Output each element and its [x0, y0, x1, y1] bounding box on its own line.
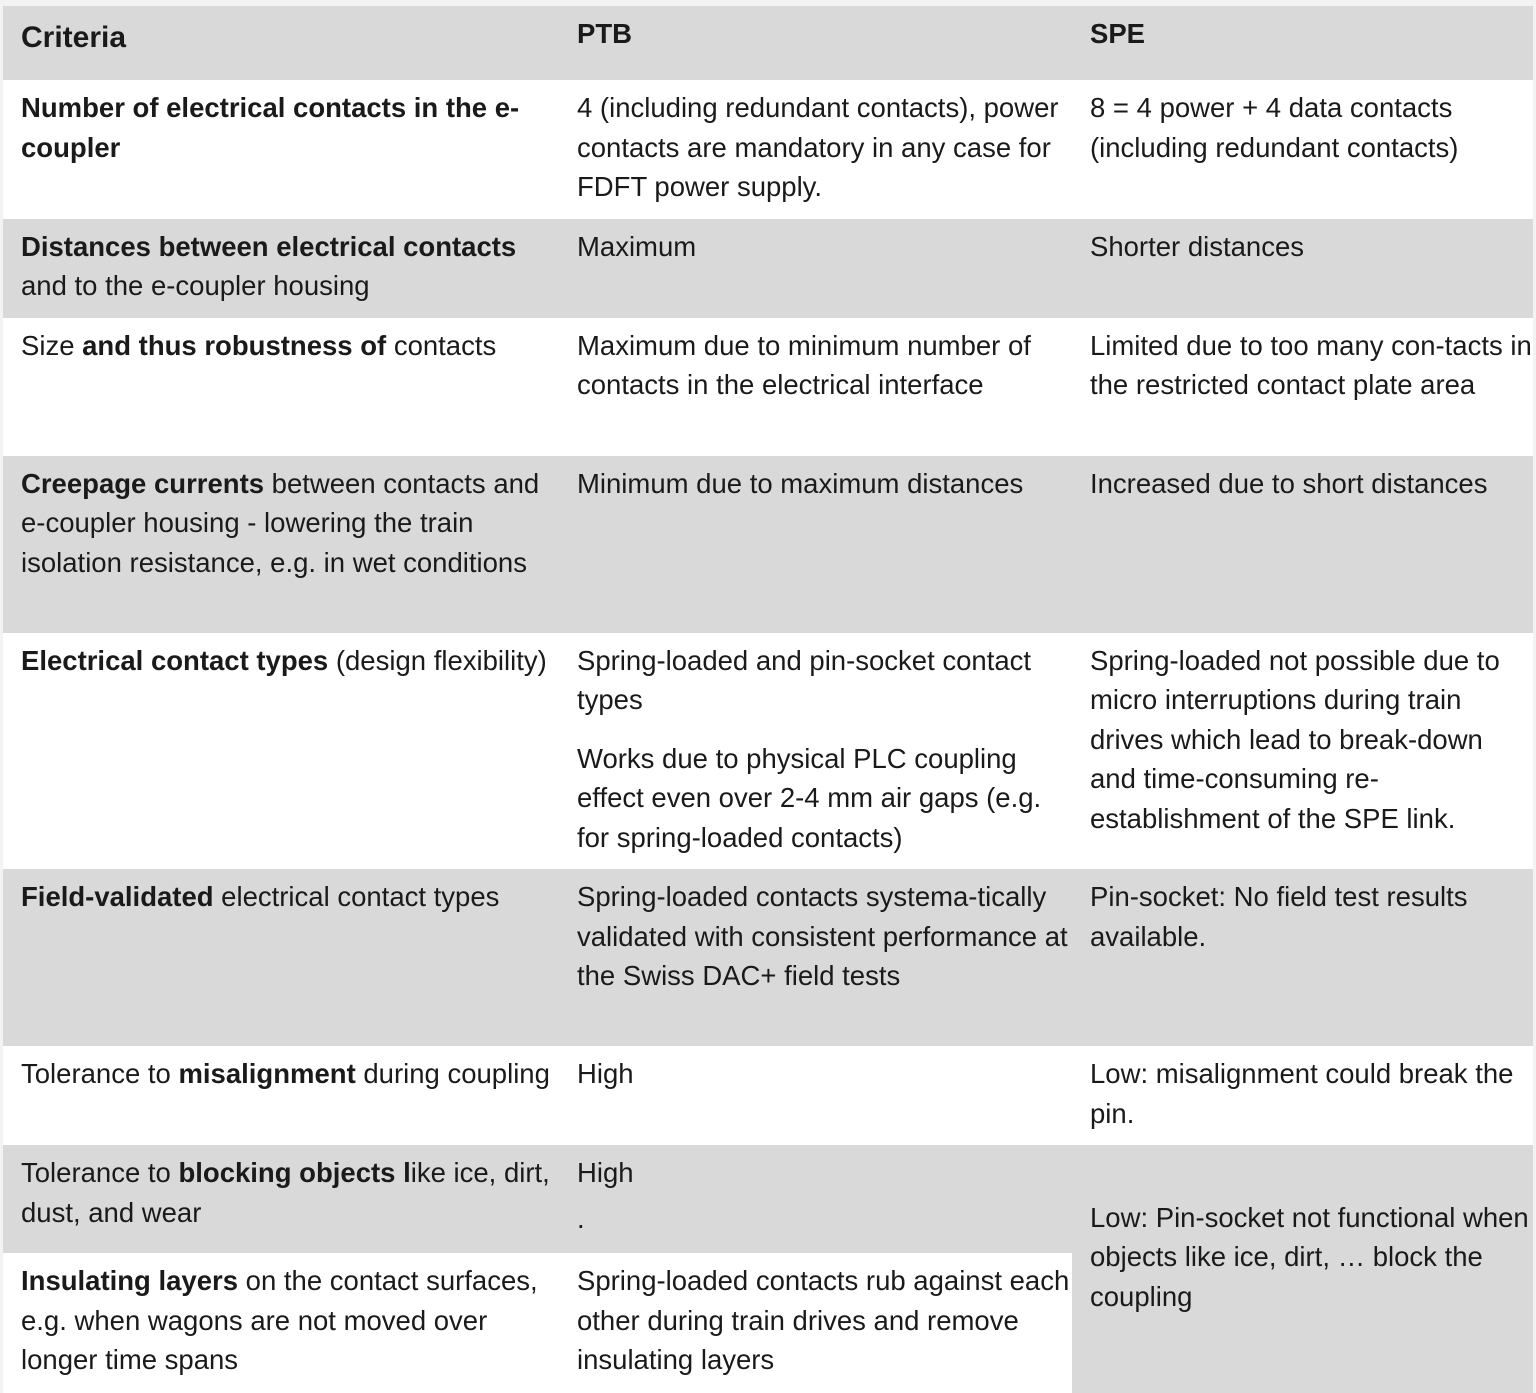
criteria-cell: Number of electrical contacts in the e-coupler [3, 80, 559, 219]
ptb-cell: Minimum due to maximum distances [559, 456, 1072, 633]
table-row [3, 633, 1533, 870]
ptb-cell: Spring-loaded contacts systema-tically validated with consistent performance at the Swiss DAC+ field tests [559, 869, 1072, 1046]
criteria-cell: Distances between electrical contacts and to the e-coupler housing [3, 219, 559, 318]
comparison-table-container [3, 6, 1533, 1393]
table-row [3, 869, 1533, 1046]
ptb-cell: 4 (including redundant contacts), power contacts are mandatory in any case for FDFT power supply. [559, 80, 1072, 219]
table-row [3, 1145, 1533, 1253]
table-row [3, 1046, 1533, 1145]
ptb-cell: Spring-loaded contacts rub against each other during train drives and remove insulating layers [559, 1253, 1072, 1393]
table-row [3, 219, 1533, 318]
criteria-cell: Field-validated electrical contact types [3, 869, 559, 1046]
comparison-table [3, 6, 1533, 1393]
spe-cell: Spring-loaded not possible due to micro interruptions during train drives which lead to break-down and time-consuming re-establishment of the SPE link. [1072, 633, 1533, 870]
criteria-cell: Creepage currents between contacts and e-coupler housing - lowering the train isolation resistance, e.g. in wet conditions [3, 456, 559, 633]
header-row [3, 6, 1533, 80]
header-ptb: PTB [559, 6, 1072, 80]
ptb-paragraph: . [577, 1202, 585, 1234]
table-row [3, 318, 1533, 456]
spe-cell: Shorter distances [1072, 219, 1533, 318]
spe-cell: Low: misalignment could break the pin. [1072, 1046, 1533, 1145]
header-spe: SPE [1072, 6, 1533, 80]
ptb-cell: High [559, 1046, 1072, 1145]
ptb-cell: Maximum [559, 219, 1072, 318]
header-criteria: Criteria [3, 6, 559, 80]
table-row [3, 80, 1533, 219]
spe-cell: 8 = 4 power + 4 data contacts (including redundant contacts) [1072, 80, 1533, 219]
criteria-cell: Electrical contact types (design flexibility) [3, 633, 559, 870]
ptb-paragraph: Spring-loaded and pin-socket contact types [577, 644, 1032, 715]
ptb-cell [559, 633, 1072, 870]
spe-cell: Limited due to too many con-tacts in the restricted contact plate area [1072, 318, 1533, 456]
ptb-cell [559, 1145, 1072, 1253]
spe-cell: Low: Pin-socket not functional when objects like ice, dirt, … block the coupling [1072, 1145, 1533, 1393]
criteria-cell: Insulating layers on the contact surfaces, e.g. when wagons are not moved over longer time spans [3, 1253, 559, 1393]
table-row [3, 456, 1533, 633]
spe-cell: Increased due to short distances [1072, 456, 1533, 633]
criteria-cell: Tolerance to misalignment during coupling [3, 1046, 559, 1145]
spe-cell: Pin-socket: No field test results available. [1072, 869, 1533, 1046]
ptb-paragraph: High [577, 1157, 634, 1188]
criteria-cell: Size and thus robustness of contacts [3, 318, 559, 456]
criteria-cell: Tolerance to blocking objects like ice, dirt, dust, and wear [3, 1145, 559, 1253]
ptb-cell: Maximum due to minimum number of contacts in the electrical interface [559, 318, 1072, 456]
ptb-paragraph: Works due to physical PLC coupling effect even over 2-4 mm air gaps (e.g. for spring-loaded contacts) [577, 742, 1042, 853]
